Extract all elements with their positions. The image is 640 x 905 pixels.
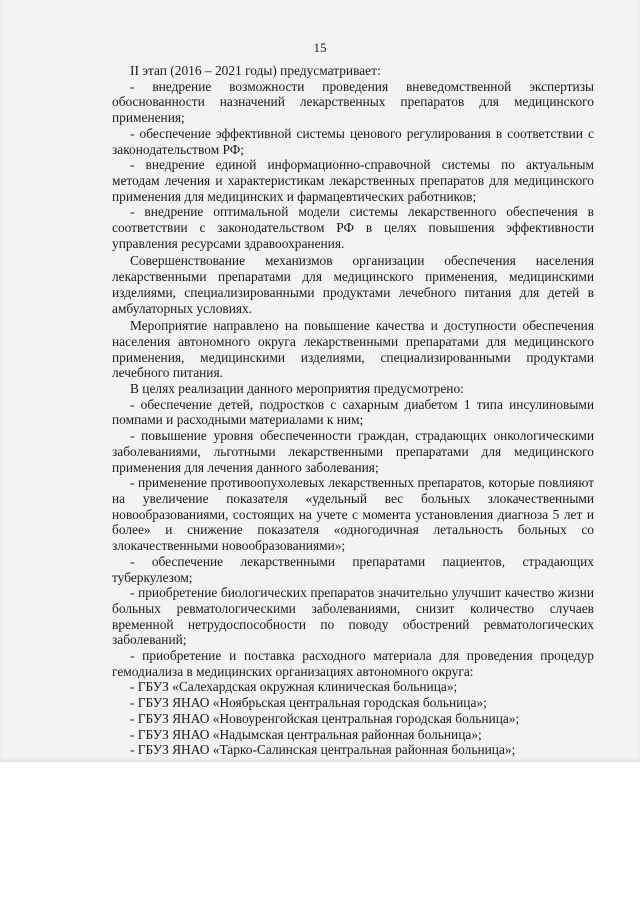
list-item: - повышение уровня обеспеченности граждан, страдающих онкологическими заболеваниями, льготными лекарственными препаратами для медицинского применения для лечения данного заболевания; xyxy=(112,428,594,475)
list-item: - обеспечение эффективной системы ценового регулирования в соответствии с законодательством РФ; xyxy=(112,125,594,157)
list-item: - внедрение оптимальной модели системы лекарственного обеспечения в соответствии с законодательством РФ в целях повышения эффективности управления ресурсами здравоохранения. xyxy=(112,204,594,251)
list-item: - применение противоопухолевых лекарственных препаратов, которые повлияют на увеличение показателя «удельный вес больных злокачественными новообразованиями, состоящих на учете с момента установления диагноза 5 лет и более» и снижение показателя «одногодичная летальность больных со злокачественными новообразованиями»; xyxy=(112,475,594,554)
list-item: - ГБУЗ ЯНАО «Надымская центральная районная больница»; xyxy=(130,726,482,742)
list-item: - внедрение единой информационно-справочной системы по актуальным методам лечения и характеристикам лекарственных препаратов для медицинского применения для медицинских и фармацевтических работников; xyxy=(112,157,594,204)
list-item: - приобретение биологических препаратов значительно улучшит качество жизни больных ревматологическими заболеваниями, снизит количество случаев временной нетрудоспособности по поводу обострений ревматологических заболеваний; xyxy=(112,585,594,648)
list-item: - обеспечение детей, подростков с сахарным диабетом 1 типа инсулиновыми помпами и расходными материалами к ним; xyxy=(112,396,594,428)
paragraph: II этап (2016 – 2021 годы) предусматривает: xyxy=(130,63,381,78)
paragraph: Мероприятие направлено на повышение качества и доступности обеспечения населения автономного округа лекарственными препаратами для медицинского применения, медицинскими изделиями, специализированными продуктами лечебного питания. xyxy=(112,318,594,381)
list-item: - ГБУЗ ЯНАО «Ноябрьская центральная городская больница»; xyxy=(130,695,487,711)
list-item: - приобретение и поставка расходного материала для проведения процедур гемодиализа в медицинских организациях автономного округа: xyxy=(112,648,594,679)
list-item: - ГБУЗ ЯНАО «Тарко-Салинская центральная районная больница»; xyxy=(130,742,516,758)
page-number: 15 xyxy=(313,40,327,55)
list-item: - обеспечение лекарственными препаратами пациентов, страдающих туберкулезом; xyxy=(112,553,594,585)
document-body xyxy=(112,63,594,758)
paragraph: Совершенствование механизмов организации обеспечения населения лекарственными препаратами для медицинского применения, медицинскими изделиями, специализированными продуктами лечебного питания для детей в амбулаторных условиях. xyxy=(112,253,594,316)
list-item: - внедрение возможности проведения вневедомственной экспертизы обоснованности назначений лекарственных препаратов для медицинского применения; xyxy=(112,78,594,126)
list-item: - ГБУЗ ЯНАО «Новоуренгойская центральная городская больница»; xyxy=(130,710,520,726)
paragraph: В целях реализации данного мероприятия предусмотрено: xyxy=(130,381,464,397)
list-item: - ГБУЗ «Салехардская окружная клиническая больница»; xyxy=(130,679,458,695)
